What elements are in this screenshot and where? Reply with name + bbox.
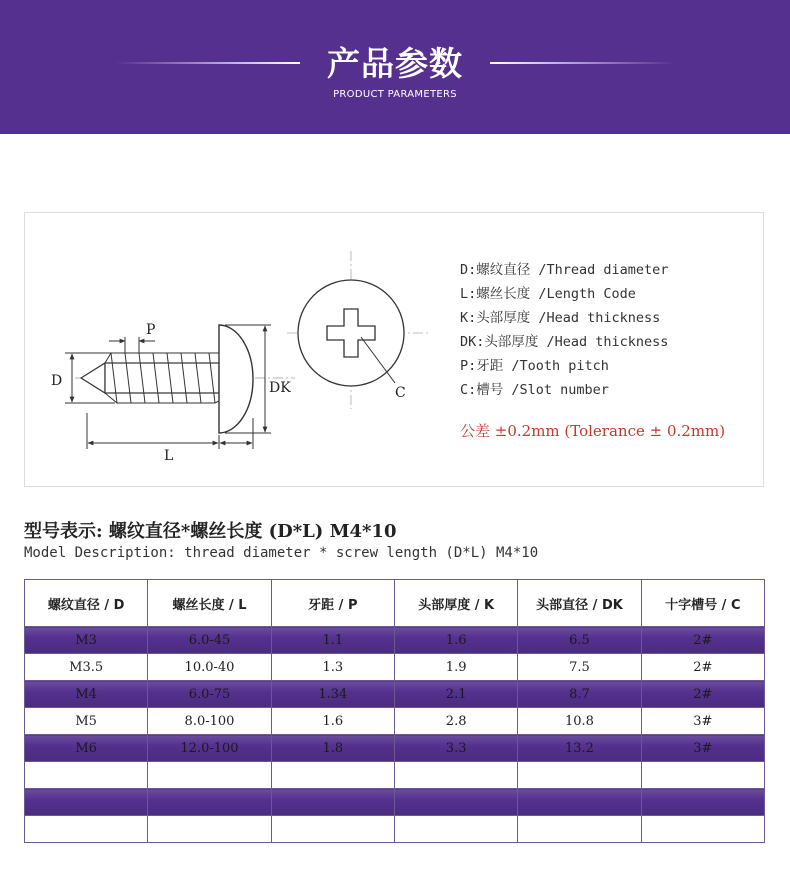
legend-item: D:螺纹直径 /Thread diameter <box>460 262 669 278</box>
table-cell <box>271 789 394 816</box>
table-cell <box>25 789 148 816</box>
slot-label: C <box>395 385 406 401</box>
model-description-zh: 型号表示: 螺纹直径*螺丝长度 (D*L) M4*10 <box>24 521 397 542</box>
table-cell <box>148 816 271 843</box>
table-cell <box>271 762 394 789</box>
table-cell <box>271 816 394 843</box>
table-cell <box>25 762 148 789</box>
table-cell: 6.5 <box>518 627 641 654</box>
table-header-row <box>25 580 765 627</box>
table-cell <box>641 762 764 789</box>
table-cell <box>518 789 641 816</box>
table-cell <box>641 789 764 816</box>
banner-title: 产品参数 <box>327 44 463 83</box>
table-cell: 1.6 <box>394 627 517 654</box>
table-cell <box>25 816 148 843</box>
length-label: L <box>164 448 174 464</box>
table-cell: 13.2 <box>518 735 641 762</box>
table-cell: 2# <box>641 654 764 681</box>
table-cell <box>394 789 517 816</box>
table-cell: 2# <box>641 627 764 654</box>
table-cell: 1.1 <box>271 627 394 654</box>
table-cell: M6 <box>25 735 148 762</box>
table-row <box>25 654 765 681</box>
column-header: 十字槽号 / C <box>641 580 764 627</box>
table-cell: 2.8 <box>394 708 517 735</box>
column-header: 螺丝长度 / L <box>148 580 271 627</box>
table-cell: 1.9 <box>394 654 517 681</box>
diameter-label: D <box>51 373 63 389</box>
column-header: 螺纹直径 / D <box>25 580 148 627</box>
table-cell: 3.3 <box>394 735 517 762</box>
table-cell: M4 <box>25 681 148 708</box>
column-header: 牙距 / P <box>271 580 394 627</box>
table-cell: 10.8 <box>518 708 641 735</box>
table-cell <box>394 762 517 789</box>
table-row <box>25 735 765 762</box>
column-header: 头部厚度 / K <box>394 580 517 627</box>
parameter-legend <box>460 258 760 443</box>
table-cell <box>518 816 641 843</box>
table-cell: 6.0-45 <box>148 627 271 654</box>
table-cell: 12.0-100 <box>148 735 271 762</box>
legend-item: DK:头部厚度 /Head thickness <box>460 334 669 350</box>
table-cell: M3 <box>25 627 148 654</box>
table-cell: 2.1 <box>394 681 517 708</box>
table-cell <box>148 789 271 816</box>
table-cell <box>394 816 517 843</box>
table-cell: 1.34 <box>271 681 394 708</box>
table-cell: 8.0-100 <box>148 708 271 735</box>
legend-item: L:螺丝长度 /Length Code <box>460 286 636 302</box>
tolerance-note: 公差 ±0.2mm (Tolerance ± 0.2mm) <box>460 422 726 440</box>
table-row <box>25 789 765 816</box>
table-row <box>25 681 765 708</box>
table-row <box>25 627 765 654</box>
table-row <box>25 762 765 789</box>
legend-item: P:牙距 /Tooth pitch <box>460 358 609 374</box>
spec-table <box>24 579 765 843</box>
screw-diagram-panel <box>24 212 764 487</box>
pitch-label: P <box>146 322 156 338</box>
screw-top-view <box>287 251 430 409</box>
table-cell: 6.0-75 <box>148 681 271 708</box>
legend-item: K:头部厚度 /Head thickness <box>460 310 661 326</box>
banner-subtitle: PRODUCT PARAMETERS <box>333 89 457 100</box>
header-banner <box>0 0 790 134</box>
table-cell <box>641 816 764 843</box>
table-cell: 8.7 <box>518 681 641 708</box>
table-cell: 2# <box>641 681 764 708</box>
table-cell: 3# <box>641 708 764 735</box>
table-cell: M3.5 <box>25 654 148 681</box>
table-row <box>25 816 765 843</box>
column-header: 头部直径 / DK <box>518 580 641 627</box>
table-cell: 1.6 <box>271 708 394 735</box>
table-cell: M5 <box>25 708 148 735</box>
table-cell: 10.0-40 <box>148 654 271 681</box>
table-cell: 1.3 <box>271 654 394 681</box>
table-cell: 3# <box>641 735 764 762</box>
table-cell: 1.8 <box>271 735 394 762</box>
table-cell <box>518 762 641 789</box>
pitch-dimension <box>109 337 155 353</box>
screw-side-view <box>81 325 253 433</box>
table-cell <box>148 762 271 789</box>
legend-item: C:槽号 /Slot number <box>460 382 609 398</box>
model-description-en: Model Description: thread diameter * screw length (D*L) M4*10 <box>24 545 539 561</box>
table-cell: 7.5 <box>518 654 641 681</box>
head-diameter-label: DK <box>269 380 291 396</box>
table-row <box>25 708 765 735</box>
